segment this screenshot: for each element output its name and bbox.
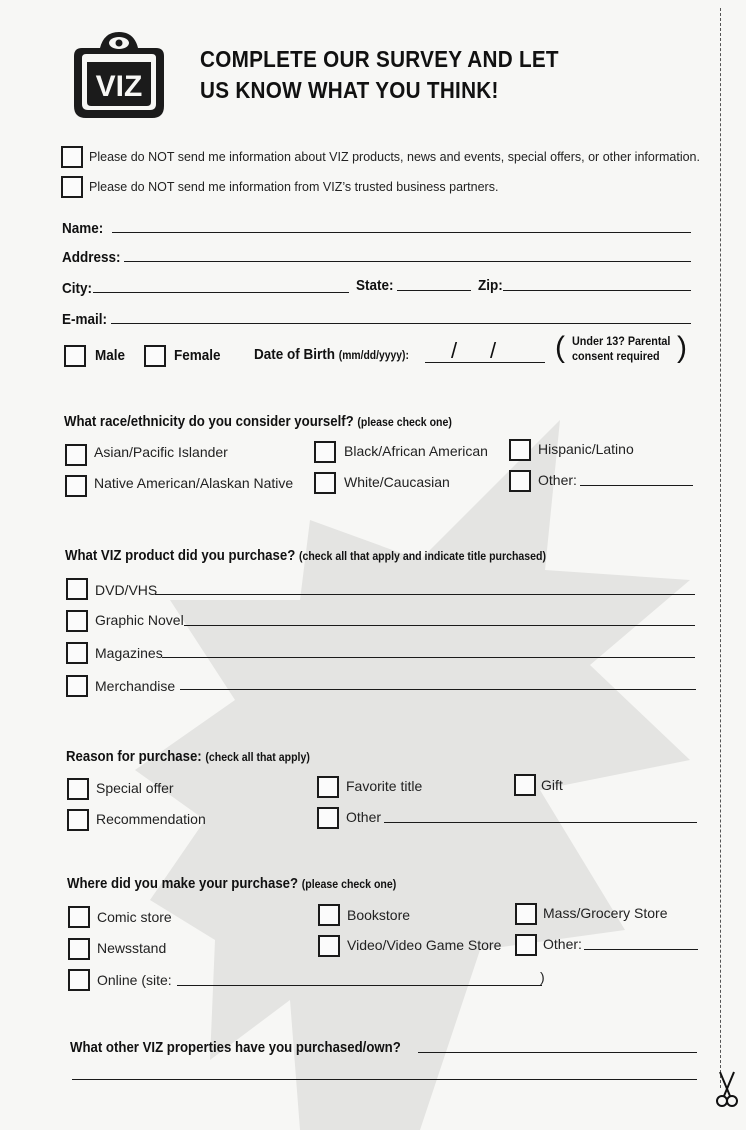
race-question-text: What race/ethnicity do you consider yourself? bbox=[64, 413, 354, 430]
zip-label: Zip: bbox=[478, 277, 503, 294]
name-label: Name: bbox=[62, 220, 104, 237]
reason-recommendation-label: Recommendation bbox=[96, 811, 206, 827]
state-label: State: bbox=[356, 277, 394, 294]
where-online-label: Online (site: bbox=[97, 972, 172, 988]
where-online-checkbox[interactable] bbox=[68, 969, 90, 991]
product-magazines-field[interactable] bbox=[162, 657, 695, 658]
product-merchandise-field[interactable] bbox=[180, 689, 696, 690]
reason-other-field[interactable] bbox=[384, 822, 697, 823]
product-question-text: What VIZ product did you purchase? bbox=[65, 547, 296, 564]
reason-gift-checkbox[interactable] bbox=[514, 774, 536, 796]
where-comic-store-checkbox[interactable] bbox=[68, 906, 90, 928]
race-black-checkbox[interactable] bbox=[314, 441, 336, 463]
where-note: (please check one) bbox=[301, 877, 397, 891]
reason-recommendation-checkbox[interactable] bbox=[67, 809, 89, 831]
product-merchandise-label: Merchandise bbox=[95, 678, 176, 694]
headline-line-1: COMPLETE OUR SURVEY AND LET bbox=[200, 46, 559, 72]
paren-close: ) bbox=[677, 331, 687, 364]
female-checkbox[interactable] bbox=[144, 345, 166, 367]
other-properties-field-1[interactable] bbox=[418, 1052, 697, 1053]
reason-note: (check all that apply) bbox=[205, 750, 310, 764]
reason-favorite-title-label: Favorite title bbox=[346, 778, 423, 794]
product-graphic-novel-label: Graphic Novel bbox=[95, 612, 184, 628]
scissors-icon bbox=[712, 1068, 742, 1110]
state-field[interactable] bbox=[397, 290, 471, 291]
where-newsstand-label: Newsstand bbox=[97, 940, 167, 956]
race-other-label: Other: bbox=[538, 472, 577, 488]
race-question bbox=[64, 413, 452, 430]
reason-favorite-title-checkbox[interactable] bbox=[317, 776, 339, 798]
race-other-field[interactable] bbox=[580, 485, 693, 486]
reason-special-offer-label: Special offer bbox=[96, 780, 174, 796]
parental-consent-note bbox=[572, 334, 670, 364]
city-field[interactable] bbox=[93, 292, 349, 293]
where-mass-grocery-label: Mass/Grocery Store bbox=[543, 905, 668, 921]
race-asian-checkbox[interactable] bbox=[65, 444, 87, 466]
logo-text: VIZ bbox=[95, 70, 143, 103]
product-note: (check all that apply and indicate title purchased) bbox=[298, 549, 547, 563]
optout-viz-info-label: Please do NOT send me information about VIZ products, news and events, special offers, or other information. bbox=[89, 150, 700, 164]
race-note: (please check one) bbox=[357, 415, 452, 429]
other-properties-field-2[interactable] bbox=[72, 1079, 697, 1080]
optout-viz-info-checkbox[interactable] bbox=[61, 146, 83, 168]
male-checkbox[interactable] bbox=[64, 345, 86, 367]
product-merchandise-checkbox[interactable] bbox=[66, 675, 88, 697]
other-properties-question: What other VIZ properties have you purchased/own? bbox=[70, 1039, 401, 1056]
address-field[interactable] bbox=[124, 261, 691, 262]
product-magazines-label: Magazines bbox=[95, 645, 163, 661]
race-black-label: Black/African American bbox=[344, 443, 488, 459]
race-hispanic-checkbox[interactable] bbox=[509, 439, 531, 461]
dob-slash-1: / bbox=[451, 338, 458, 363]
zip-field[interactable] bbox=[503, 290, 691, 291]
where-online-field[interactable] bbox=[177, 985, 542, 986]
where-online-close-paren: ) bbox=[540, 969, 545, 985]
name-field[interactable] bbox=[112, 232, 691, 233]
where-other-field[interactable] bbox=[584, 949, 698, 950]
email-label: E-mail: bbox=[62, 311, 108, 328]
where-newsstand-checkbox[interactable] bbox=[68, 938, 90, 960]
parental-line-2: consent required bbox=[572, 349, 660, 363]
race-asian-label: Asian/Pacific Islander bbox=[94, 444, 228, 460]
city-label: City: bbox=[62, 280, 93, 297]
product-graphic-novel-checkbox[interactable] bbox=[66, 610, 88, 632]
optout-partners-checkbox[interactable] bbox=[61, 176, 83, 198]
where-video-game-store-label: Video/Video Game Store bbox=[347, 937, 502, 953]
address-label: Address: bbox=[62, 249, 121, 266]
reason-question bbox=[66, 748, 310, 765]
dob-field[interactable] bbox=[425, 362, 545, 363]
where-question-text: Where did you make your purchase? bbox=[67, 875, 299, 892]
parental-line-1: Under 13? Parental bbox=[572, 334, 671, 348]
where-bookstore-checkbox[interactable] bbox=[318, 904, 340, 926]
reason-other-label: Other bbox=[346, 809, 382, 825]
reason-gift-label: Gift bbox=[541, 777, 563, 793]
reason-question-text: Reason for purchase: bbox=[66, 748, 202, 765]
headline-line-2: US KNOW WHAT YOU THINK! bbox=[200, 77, 499, 103]
dob-label-text: Date of Birth bbox=[254, 346, 335, 363]
product-dvd-label: DVD/VHS bbox=[95, 582, 158, 598]
product-dvd-checkbox[interactable] bbox=[66, 578, 88, 600]
where-comic-store-label: Comic store bbox=[97, 909, 172, 925]
survey-headline bbox=[200, 44, 578, 106]
reason-special-offer-checkbox[interactable] bbox=[67, 778, 89, 800]
race-hispanic-label: Hispanic/Latino bbox=[538, 441, 634, 457]
where-other-label: Other: bbox=[543, 936, 582, 952]
race-white-checkbox[interactable] bbox=[314, 472, 336, 494]
race-native-label: Native American/Alaskan Native bbox=[94, 475, 294, 491]
where-bookstore-label: Bookstore bbox=[347, 907, 411, 923]
race-other-checkbox[interactable] bbox=[509, 470, 531, 492]
dob-format: (mm/dd/yyyy): bbox=[338, 350, 409, 362]
reason-other-checkbox[interactable] bbox=[317, 807, 339, 829]
product-graphic-novel-field[interactable] bbox=[184, 625, 695, 626]
email-field[interactable] bbox=[111, 323, 691, 324]
paren-open: ( bbox=[555, 331, 565, 364]
where-question bbox=[67, 875, 396, 892]
where-video-game-store-checkbox[interactable] bbox=[318, 935, 340, 957]
race-native-checkbox[interactable] bbox=[65, 475, 87, 497]
where-other-checkbox[interactable] bbox=[515, 934, 537, 956]
race-white-label: White/Caucasian bbox=[344, 474, 450, 490]
male-label: Male bbox=[95, 347, 126, 364]
dob-label bbox=[254, 346, 409, 363]
optout-partners-label: Please do NOT send me information from VIZ’s trusted business partners. bbox=[89, 180, 499, 194]
product-question bbox=[65, 547, 546, 564]
product-dvd-field[interactable] bbox=[155, 594, 695, 595]
viz-logo bbox=[60, 26, 178, 126]
perforation-line bbox=[720, 8, 721, 1088]
dob-slash-2: / bbox=[490, 338, 497, 363]
product-magazines-checkbox[interactable] bbox=[66, 642, 88, 664]
where-mass-grocery-checkbox[interactable] bbox=[515, 903, 537, 925]
female-label: Female bbox=[174, 347, 221, 364]
